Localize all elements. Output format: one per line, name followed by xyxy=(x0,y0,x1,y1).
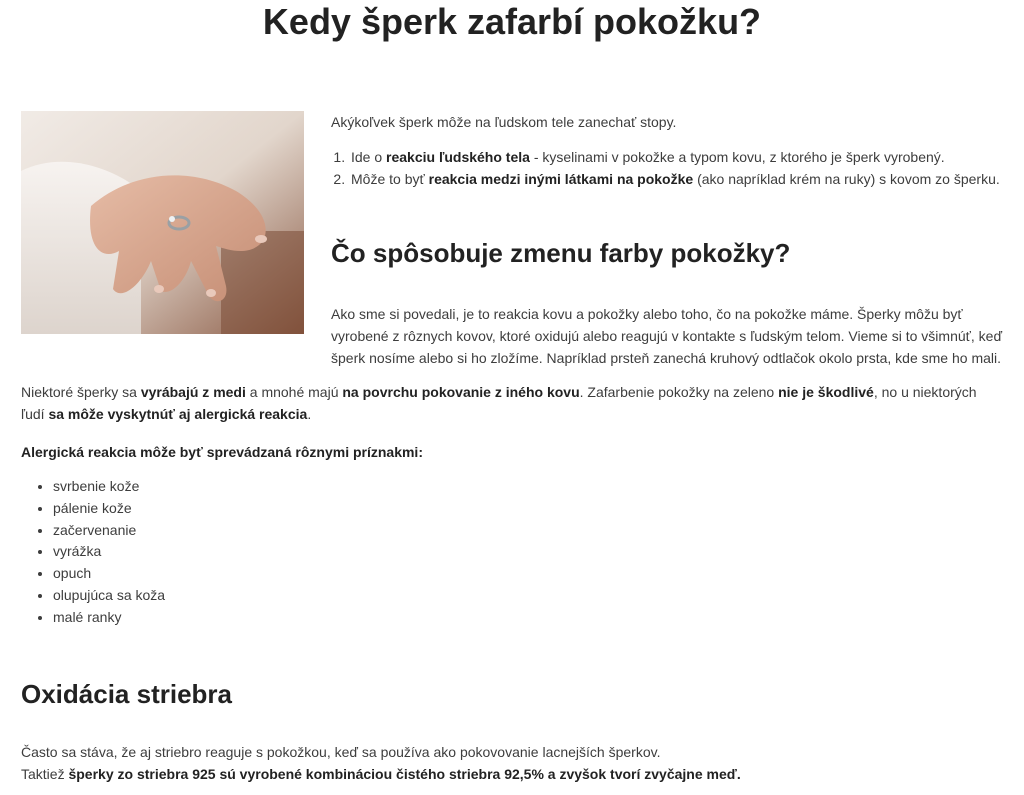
list-item: • malé ranky xyxy=(53,607,165,629)
hand-with-ring-photo xyxy=(21,111,304,334)
discoloration-cause-paragraph: Ako sme si povedali, je to reakcia kovu a pokožky alebo toho, čo na pokožke máme. Šperky môžu byť vyrobené z rôznych kovov, ktoré oxidujú alebo reagujú v kontakte s ľudským telom. Vieme si to všimnúť, keď šperk nosíme alebo si ho zložíme. Napríklad prsteň zanechá kruhový odtlačok okolo prsta, kde sme ho mali. xyxy=(331,306,1003,366)
symptoms-list xyxy=(21,476,165,629)
reaction-types-list xyxy=(331,146,1000,190)
hand-with-ring-illustration xyxy=(21,111,304,334)
section-heading-silver-oxidation: Oxidácia striebra xyxy=(21,679,232,709)
silver-line-1: Často sa stáva, že aj striebro reaguje s pokožkou, keď sa používa ako pokovovanie lacnejších šperkov. xyxy=(21,744,661,760)
list-item: • pálenie kože xyxy=(53,498,165,520)
page-title: Kedy šperk zafarbí pokožku? xyxy=(262,1,762,42)
silver-line-2: Taktiež šperky zo striebra 925 sú vyrobené kombináciou čistého striebra 92,5% a zvyšok tvorí zvyčajne meď. xyxy=(21,766,741,782)
list-item: • svrbenie kože xyxy=(53,476,165,498)
list-item: • olupujúca sa koža xyxy=(53,585,165,607)
silver-oxidation-paragraph xyxy=(21,741,1001,785)
section-heading-discoloration-cause: Čo spôsobuje zmenu farby pokožky? xyxy=(331,238,791,268)
list-item: 1. Ide o reakciu ľudského tela - kyselinami v pokožke a typom kovu, z ktorého je šperk vyrobený. xyxy=(349,146,1000,168)
copper-jewelry-paragraph: Niektoré šperky sa vyrábajú z medi a mnohé majú na povrchu pokovanie z iného kovu. Zafarbenie pokožky na zeleno nie je škodlivé, no u niektorých ľudí sa môže vyskytnúť aj alergická reakcia. xyxy=(21,384,977,422)
symptoms-heading: Alergická reakcia môže byť sprevádzaná rôznymi príznakmi: xyxy=(21,444,423,460)
list-item: • opuch xyxy=(53,563,165,585)
intro-text: Akýkoľvek šperk môže na ľudskom tele zanechať stopy. xyxy=(331,114,677,130)
list-item: 2. Môže to byť reakcia medzi inými látkami na pokožke (ako napríklad krém na ruky) s kovom zo šperku. xyxy=(349,168,1000,190)
list-item: • začervenanie xyxy=(53,520,165,542)
list-item: • vyrážka xyxy=(53,541,165,563)
